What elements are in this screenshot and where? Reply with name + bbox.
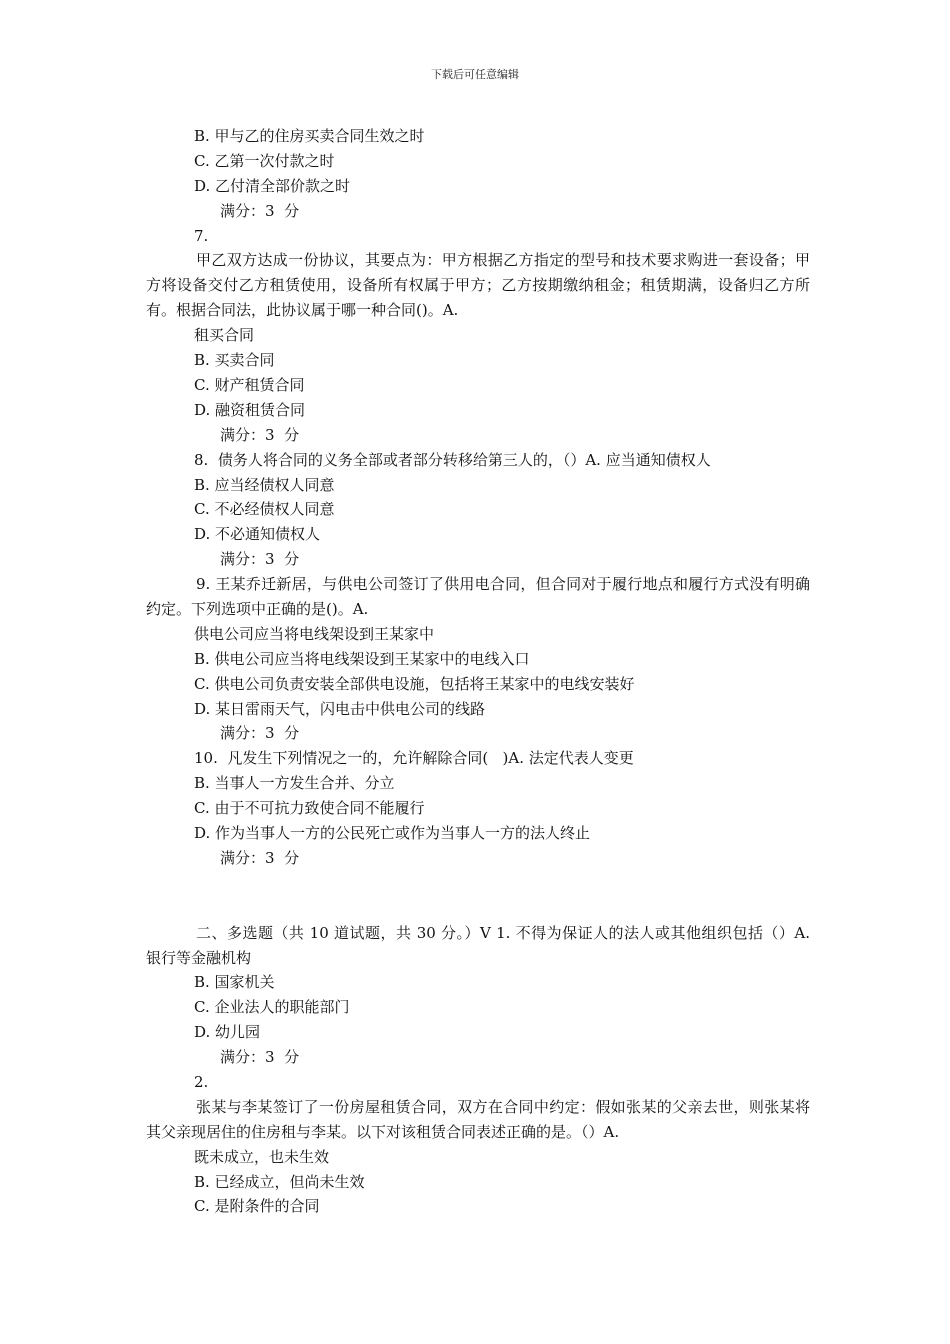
option-line: 8. 债务人将合同的义务全部或者部分转移给第三人的，（）A. 应当通知债权人 (194, 450, 711, 469)
option-line: D. 不必通知债权人 (194, 525, 321, 544)
option-line: C. 不必经债权人同意 (194, 500, 335, 519)
option-line: 既未成立，也未生效 (194, 1147, 330, 1166)
score-line: 满分：3 分 (220, 1048, 300, 1067)
option-line: D. 某日雷雨天气，闪电击中供电公司的线路 (194, 699, 486, 718)
option-line: B. 甲与乙的住房买卖合同生效之时 (194, 127, 425, 145)
option-line: C. 财产租赁合同 (194, 375, 305, 394)
option-line: C. 供电公司负责安装全部供电设施，包括将王某家中的电线安装好 (194, 674, 635, 693)
score-line: 满分：3 分 (220, 724, 300, 743)
option-line: B. 已经成立，但尚未生效 (194, 1172, 365, 1191)
question-number: 2. (194, 1072, 209, 1091)
option-line: 供电公司应当将电线架设到王某家中 (194, 624, 435, 643)
question-paragraph: 张某与李某签订了一份房屋租赁合同，双方在合同中约定：假如张某的父亲去世，则张某将其父亲现居住的住房租与李某。以下对该租赁合同表述正确的是。（）A. (146, 1097, 810, 1141)
option-line: 10. 凡发生下列情况之一的，允许解除合同( )A. 法定代表人变更 (194, 749, 634, 768)
option-line: B. 买卖合同 (194, 351, 275, 370)
option-line: C. 是附条件的合同 (194, 1197, 320, 1216)
document-body (146, 124, 810, 1219)
page-header: 下载后可任意编辑 (431, 68, 519, 81)
option-line: D. 作为当事人一方的公民死亡或作为当事人一方的法人终止 (194, 824, 591, 843)
score-line: 满分：3 分 (220, 848, 300, 867)
option-line: D. 融资租赁合同 (194, 400, 306, 419)
option-line: 租买合同 (194, 326, 255, 345)
score-line: 满分：3 分 (220, 201, 300, 220)
option-line: D. 幼儿园 (194, 1023, 261, 1042)
score-line: 满分：3 分 (220, 425, 300, 444)
option-line: B. 当事人一方发生合并、分立 (194, 774, 395, 793)
option-line: B. 国家机关 (194, 973, 275, 992)
question-paragraph: 9. 王某乔迁新居，与供电公司签订了供用电合同，但合同对于履行地点和履行方式没有明确约定。下列选项中正确的是()。A. (146, 575, 810, 618)
option-line: C. 由于不可抗力致使合同不能履行 (194, 799, 425, 818)
question-paragraph: 甲乙双方达成一份协议，其要点为：甲方根据乙方指定的型号和技术要求购进一套设备；甲方将设备交付乙方租赁使用，设备所有权属于甲方；乙方按期缴纳租金；租赁期满，设备归乙方所有。根据合同法，此协议属于哪一种合同()。A. (146, 251, 810, 320)
question-number: 7. (194, 226, 209, 245)
option-line: B. 应当经债权人同意 (194, 475, 335, 494)
question-paragraph: 二、多选题（共 10 道试题，共 30 分。）V 1. 不得为保证人的法人或其他组织包括（）A. 银行等金融机构 (146, 923, 810, 967)
option-line: C. 企业法人的职能部门 (194, 998, 350, 1017)
score-line: 满分：3 分 (220, 550, 300, 569)
option-line: B. 供电公司应当将电线架设到王某家中的电线入口 (194, 649, 530, 668)
option-line: D. 乙付清全部价款之时 (194, 176, 351, 195)
option-line: C. 乙第一次付款之时 (194, 151, 335, 170)
section-gap (146, 871, 810, 921)
